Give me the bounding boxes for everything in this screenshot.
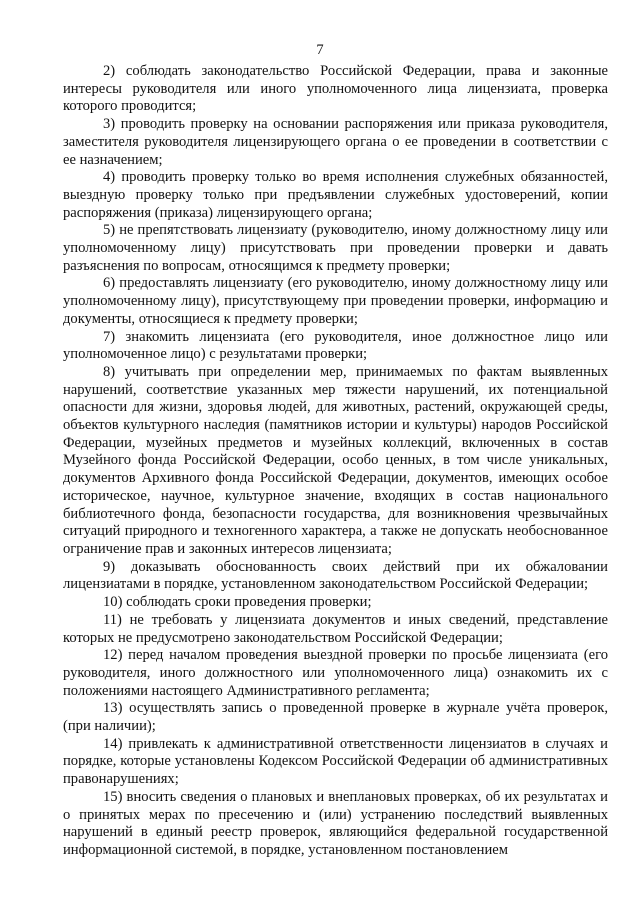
paragraph-item-15: 15) вносить сведения о плановых и внеплановых проверках, об их результатах и о принятых мерах по пресечению и (или) устранению последствий выявленных нарушений в единый реестр проверок, являющийся федеральной государственной информационной системой, в порядке, установленном постановлением bbox=[63, 788, 608, 858]
paragraph-item-5: 5) не препятствовать лицензиату (руководителю, иному должностному лицу или уполномоченному лицу) присутствовать при проведении проверки и давать разъяснения по вопросам, относящимся к предмету проверки; bbox=[63, 222, 608, 274]
paragraph-item-2: 2) соблюдать законодательство Российской Федерации, права и законные интересы руководителя или иного уполномоченного лица лицензиата, проверка которого проводится; bbox=[63, 63, 608, 115]
page-number: 7 bbox=[316, 42, 324, 58]
paragraph-item-3: 3) проводить проверку на основании распоряжения или приказа руководителя, заместителя руководителя лицензирующего органа о ее проведении в соответствии с ее назначением; bbox=[63, 116, 608, 168]
paragraph-item-13: 13) осуществлять запись о проведенной проверке в журнале учёта проверок, (при наличии); bbox=[63, 700, 608, 735]
paragraph-item-9: 9) доказывать обоснованность своих действий при их обжаловании лицензиатами в порядке, установленном законодательством Российской Федерации; bbox=[63, 558, 608, 593]
paragraph-item-4: 4) проводить проверку только во время исполнения служебных обязанностей, выездную проверку только при предъявлении служебных удостоверений, копии распоряжения (приказа) лицензирующего органа; bbox=[63, 169, 608, 221]
paragraph-item-11: 11) не требовать у лицензиата документов и иных сведений, представление которых не предусмотрено законодательством Российской Федерации; bbox=[63, 611, 608, 646]
paragraph-item-8: 8) учитывать при определении мер, принимаемых по фактам выявленных нарушений, соответствие указанных мер тяжести нарушений, их потенциальной опасности для жизни, здоровья людей, для животных, растений, окружающей среды, объектов культурного наследия (памятников истории и культуры) народов Российской Федерации, музейных предметов и музейных коллекций, включенных в состав Музейного фонда Российской Федерации, особо ценных, в том числе уникальных, документов Архивного фонда Российской Федерации, документов, имеющих особое историческое, научное, культурное значение, входящих в состав национального библиотечного фонда, безопасности государства, для возникновения чрезвычайных ситуаций природного и техногенного характера, а также не допускать необоснованное ограничение прав и законных интересов лицензиата; bbox=[63, 363, 608, 557]
paragraph-item-7: 7) знакомить лицензиата (его руководителя, иное должностное лицо или уполномоченное лицо) с результатами проверки; bbox=[63, 328, 608, 363]
paragraph-item-12: 12) перед началом проведения выездной проверки по просьбе лицензиата (его руководителя, иного должностного или уполномоченного лица) ознакомить их с положениями настоящего Административного регламента; bbox=[63, 647, 608, 699]
paragraph-item-14: 14) привлекать к административной ответственности лицензиатов в случаях и порядке, которые установлены Кодексом Российской Федерации об административных правонарушениях; bbox=[63, 735, 608, 788]
paragraph-item-10: 10) соблюдать сроки проведения проверки; bbox=[103, 594, 372, 611]
body-text bbox=[63, 63, 608, 860]
paragraph-item-6: 6) предоставлять лицензиату (его руководителю, иному должностному лицу или уполномоченному лицу), присутствующему при проведении проверки, информацию и документы, относящиеся к предмету проверки; bbox=[63, 275, 608, 327]
